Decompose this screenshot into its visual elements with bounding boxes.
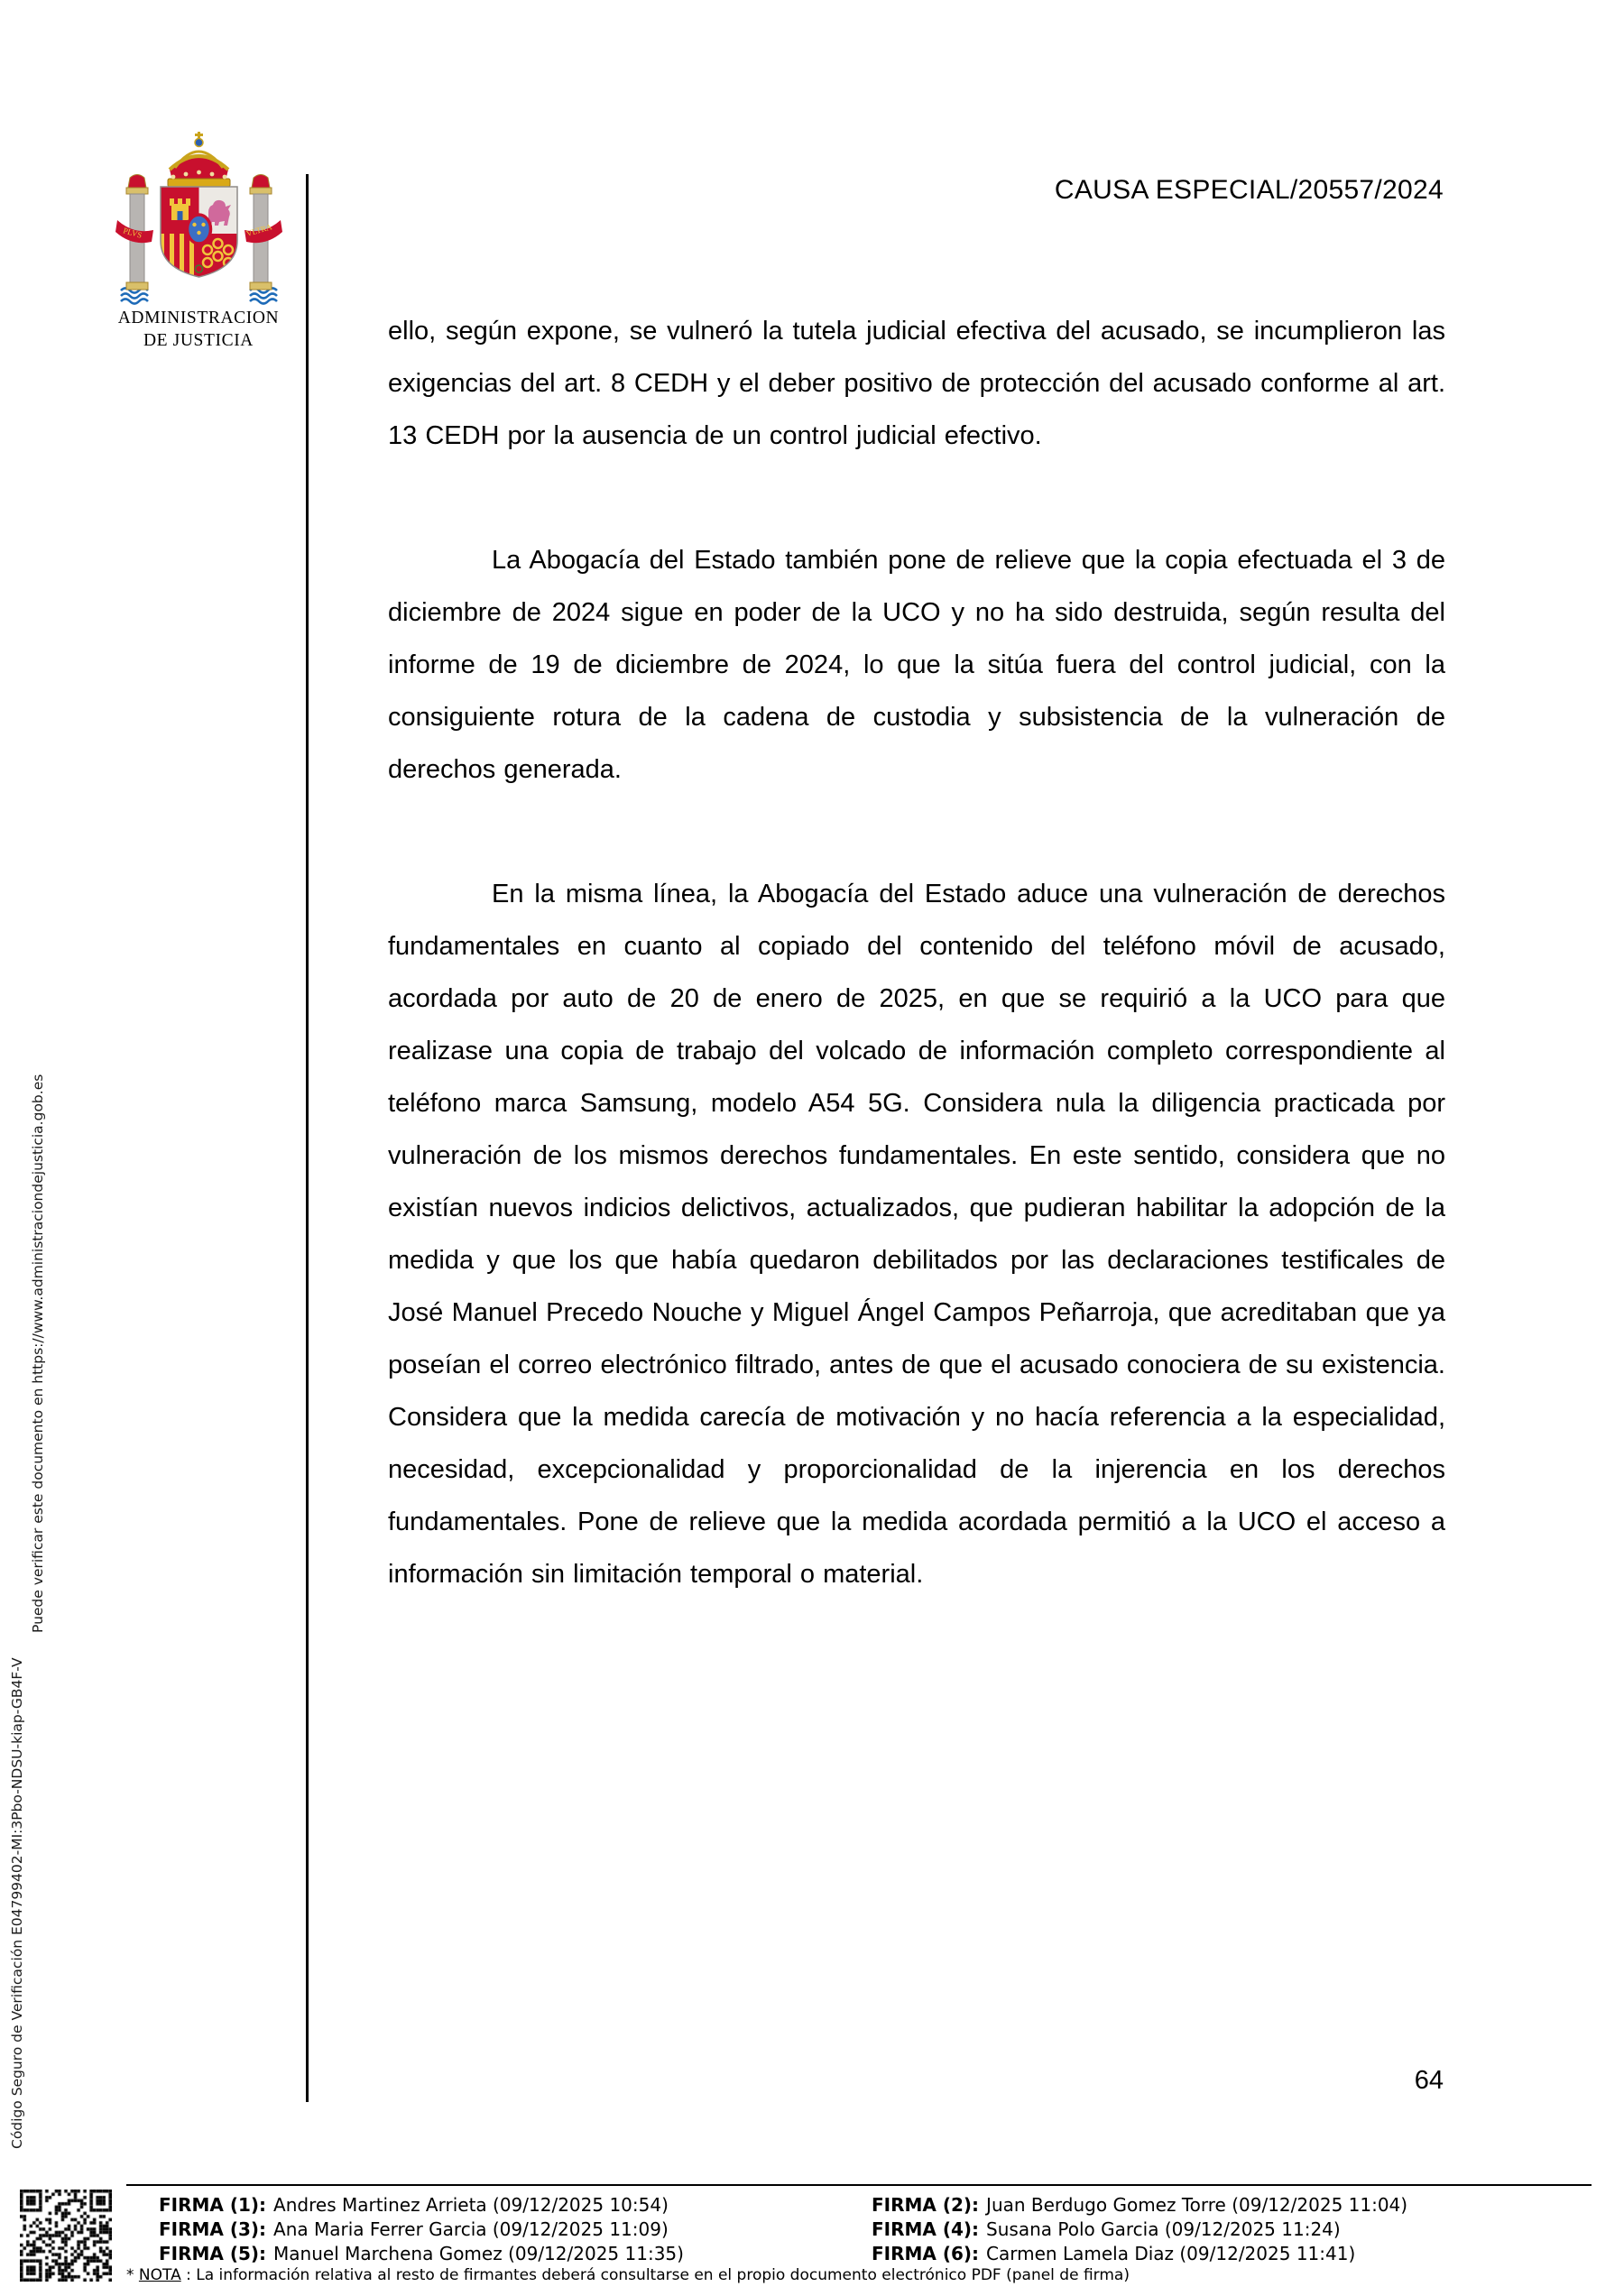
- crest-block: [115, 132, 282, 317]
- qr-code: [20, 2190, 112, 2282]
- signature-label: FIRMA (1):: [159, 2194, 267, 2216]
- signature-entry-3: [159, 2218, 669, 2240]
- vertical-divider: [306, 174, 309, 2102]
- signature-label: FIRMA (4):: [872, 2218, 980, 2240]
- paragraph-3: En la misma línea, la Abogacía del Estado aduce una vulneración de derechos fundamentales en cuanto al copiado del contenido del teléfono móvil de acusado, acordada por auto de 20 de enero de 2025, en que se requirió a la UCO para que realizase una copia de trabajo del volcado de información completo correspondiente al teléfono marca Samsung, modelo A54 5G. Considera nula la diligencia practicada por vulneración de los mismos derechos fundamentales. En este sentido, considera que no existían nuevos indicios delictivos, actualizados, que pudieran habilitar la adopción de la medida y que los que había quedaron debilitados por las declaraciones testificales de José Manuel Precedo Nouche y Miguel Ángel Campos Peñarroja, que acreditaban que ya poseían el correo electrónico filtrado, antes de que el acusado conociera de su existencia. Considera que la medida carecía de motivación y no hacía referencia a la especialidad, necesidad, excepcionalidad y proporcionalidad de la injerencia en los derechos fundamentales. Pone de relieve que la medida acordada permitió a la UCO el acceso a información sin limitación temporal o material.: [388, 880, 1445, 1589]
- signature-value: Juan Berdugo Gomez Torre (09/12/2025 11:04): [986, 2194, 1408, 2216]
- note-label: NOTA: [138, 2266, 181, 2284]
- document-body: [388, 305, 1445, 1600]
- signature-label: FIRMA (3):: [159, 2218, 267, 2240]
- note-text: : La información relativa al resto de firmantes deberá consultarse en el propio documento electrónico PDF (panel de firma): [180, 2266, 1130, 2284]
- signature-label: FIRMA (2):: [872, 2194, 980, 2216]
- signature-value: Ana Maria Ferrer Garcia (09/12/2025 11:09): [273, 2218, 669, 2240]
- signature-label: FIRMA (5):: [159, 2243, 267, 2264]
- signature-divider: [126, 2184, 1592, 2186]
- verification-url-text: Puede verificar este documento en https://www.administraciondejusticia.gob.es: [30, 1074, 46, 1633]
- signature-entry-6: [872, 2243, 1355, 2264]
- svg-text:PLVS: PLVS: [122, 226, 143, 240]
- ministry-name: [95, 307, 302, 352]
- ministry-line1: ADMINISTRACION: [117, 309, 280, 327]
- spain-coat-of-arms-icon: [115, 132, 282, 312]
- signature-value: Susana Polo Garcia (09/12/2025 11:24): [986, 2218, 1341, 2240]
- signature-entry-1: [159, 2194, 669, 2216]
- signature-value: Andres Martinez Arrieta (09/12/2025 10:54): [273, 2194, 669, 2216]
- paragraph-2: La Abogacía del Estado también pone de relieve que la copia efectuada el 3 de diciembre de 2024 sigue en poder de la UCO y no ha sido destruida, según resulta del informe de 19 de diciembre de 2024, lo que la sitúa fuera del control judicial, con la consiguiente rotura de la cadena de custodia y subsistencia de la vulneración de derechos generada.: [388, 546, 1445, 784]
- note-star: *: [126, 2266, 139, 2284]
- signature-note: [126, 2266, 1130, 2284]
- svg-text:VLTRA: VLTRA: [245, 222, 273, 238]
- signature-entry-2: [872, 2194, 1407, 2216]
- case-reference: CAUSA ESPECIAL/20557/2024: [1054, 175, 1444, 205]
- signature-label: FIRMA (6):: [872, 2243, 980, 2264]
- signature-entry-5: [159, 2243, 684, 2264]
- page-number: 64: [1414, 2066, 1444, 2095]
- signature-value: Carmen Lamela Diaz (09/12/2025 11:41): [986, 2243, 1356, 2264]
- signature-entry-4: [872, 2218, 1341, 2240]
- ministry-line2: DE JUSTICIA: [143, 331, 254, 350]
- paragraph-1: ello, según expone, se vulneró la tutela judicial efectiva del acusado, se incumplieron las exigencias del art. 8 CEDH y el deber positivo de protección del acusado conforme al art. 13 CEDH por la ausencia de un control judicial efectivo.: [388, 317, 1445, 450]
- secure-verification-code: Código Seguro de Verificación E04799402-MI:3Pbo-NDSU-kiap-GB4F-V: [9, 1657, 25, 2149]
- signature-value: Manuel Marchena Gomez (09/12/2025 11:35): [273, 2243, 684, 2264]
- royal-crown: [168, 132, 230, 187]
